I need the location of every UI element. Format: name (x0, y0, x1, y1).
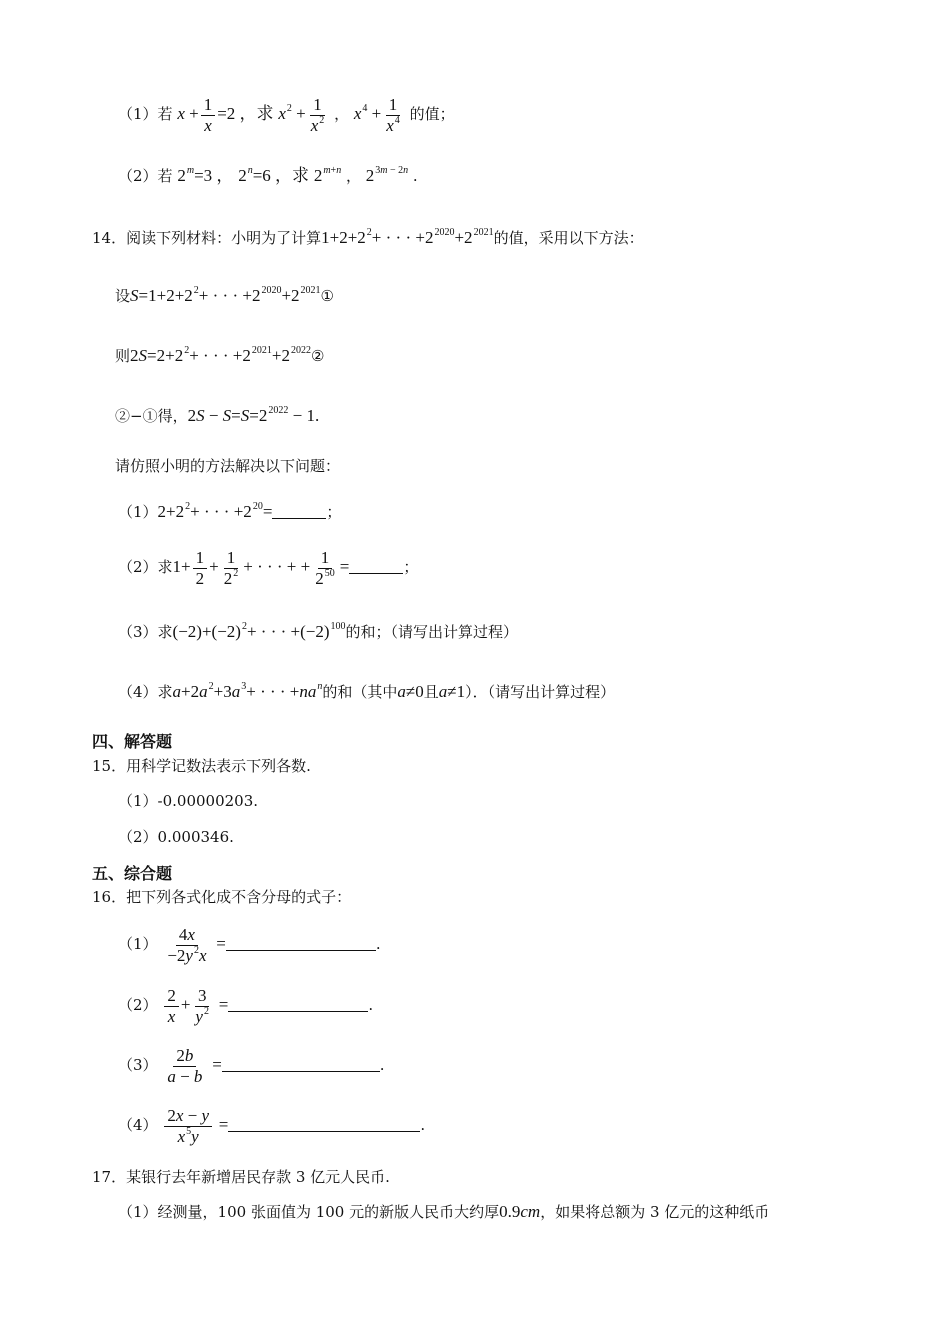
q14-eq1: $S=1+2+2^2+$ · · · $+2^{2020}+2^{2021}$ (130, 285, 321, 305)
q14-intro: 14．阅读下列材料：小明为了计算$1+2+2^2+$ · · · $+2^{2020}+2^{2021}$的值，采用以下方法： (92, 227, 644, 247)
q14-cond-a-ne-1: a≠1 (438, 682, 466, 701)
q14-part2: （2）求1+ $\frac{1}{2}$ + $\frac{1}{2^2}$ + · · · + + $\frac{1}{2^{50}}$ = ； (118, 548, 419, 588)
q15-part2: （2）0.000346. (118, 828, 234, 846)
q14-part3: （3）求$(-2)+(-2)^2+$ · · · $+(-2)^{100}$的和；（请写出计算过程） (118, 621, 519, 641)
q14-part4-expr: $a+2a^2+3a^3+$ · · · $+na^n$ (172, 681, 323, 701)
q14-cond-a-ne-0: a≠0 (397, 682, 424, 701)
q14-eq3: $2S - S=S=2^{2022} - 1$. (187, 405, 320, 425)
q16-part2-blank[interactable] (228, 997, 368, 1012)
q15-part1: （1）-0.00000203. (118, 792, 259, 810)
q13-part1-condition: x + $\frac{1}{x}$ (177, 104, 217, 123)
q14-step3: ②−①得，$2S - S=S=2^{2022} - 1$. (115, 405, 320, 425)
q13-expr-x4: $x^4$ + $\frac{1}{x^4}$ (353, 95, 400, 135)
q16-part2-expr: $\frac{2}{x}$ + $\frac{3}{y^2}$ (162, 995, 214, 1014)
q17-thickness: 0.9cm (499, 1202, 541, 1221)
q13-expr-23m2n: $2^{3m - 2n}$ (365, 165, 409, 185)
q13-part1: （1）若 x + $\frac{1}{x}$ =2 ，求 $x^2$ + $\frac{1}{x^2}$ ， $x^4$ + $\frac{1}{x^4}$ 的值； (118, 95, 455, 135)
q14-mark1: ① (320, 287, 334, 305)
q14-eq2: $2S=2+2^2+$ · · · $+2^{2021}+2^{2022}$ (130, 345, 311, 365)
q16-part1: （1） $\frac{4x}{-2y^2x}$ = . (118, 925, 381, 965)
q14-part1-expr: $2+2^2+$ · · · $+2^{20}=$ (157, 501, 273, 521)
q15-stem: 15．用科学记数法表示下列各数. (92, 757, 311, 775)
q13-expr-2mn: $2^{m+n}$ (313, 165, 342, 185)
q16-part4-fraction: $\frac{2x - y}{x^5y}$ (164, 1106, 212, 1146)
q13-part1-label: （1）若 (118, 104, 173, 123)
q14-part2-expr: 1+ $\frac{1}{2}$ + $\frac{1}{2^2}$ + · · · + + $\frac{1}{2^{50}}$ = (172, 548, 350, 588)
q13-part2-label: （2）若 (118, 167, 173, 185)
q14-part4: （4）求$a+2a^2+3a^3+$ · · · $+na^n$的和（其中a≠0且a≠1）．（请写出计算过程） (118, 681, 616, 701)
q16-part3-fraction: $\frac{2b}{a - b}$ (167, 1046, 203, 1086)
q13-expr-2m: 2$^m$ (177, 165, 195, 185)
q16-part3-blank[interactable] (222, 1057, 380, 1072)
q13-part2: （2）若 $2^m=3$ ， $2^n=6$ ，求 $2^{m+n}$ ， $2^{3m - 2n}$ . (118, 165, 418, 185)
q14-sum-expr: $1+2+2^2+$ · · · $+2^{2020}+2^{2021}$ (321, 227, 494, 247)
q16-number: 16． (92, 888, 127, 906)
q14-part1-blank[interactable] (272, 504, 326, 519)
q14-step2: 则$2S=2+2^2+$ · · · $+2^{2021}+2^{2022}②$ (115, 345, 325, 365)
q14-part2-blank[interactable] (349, 559, 403, 574)
q13-expr-x2: $x^2$ + $\frac{1}{x^2}$ (278, 95, 325, 135)
q16-stem: 16．把下列各式化成不含分母的式子： (92, 888, 352, 906)
q16-part4-blank[interactable] (228, 1117, 420, 1132)
section-5-heading: 五、综合题 (92, 864, 173, 883)
section-4-heading: 四、解答题 (92, 732, 173, 751)
q17-number: 17． (92, 1168, 127, 1186)
q14-mark2: ② (310, 347, 325, 365)
q14-part1: $(1)2+2^2+$ · · · $+2^{20}=$ ； (118, 501, 342, 521)
q13-expr-2n: 2$^n$ (238, 165, 253, 185)
q16-part3: （3） $\frac{2b}{a - b}$ = . (118, 1046, 385, 1086)
q14-step1: 设$S=1+2+2^2+$ · · · $+2^{2020}+2^{2021}①$ (115, 285, 334, 305)
q17-stem: 17．某银行去年新增居民存款 3 亿元人民币. (92, 1168, 390, 1186)
q14-instruction: 请仿照小明的方法解决以下问题： (115, 457, 341, 475)
q17-part1: （1）经测量，100 张面值为 100 元的新版人民币大约厚0.9cm，如果将总额为 3 亿元的这种纸币 (118, 1202, 770, 1221)
q16-part4: （4） $\frac{2x - y}{x^5y}$ = . (118, 1106, 426, 1146)
q16-part1-fraction: $\frac{4x}{-2y^2x}$ (167, 925, 207, 965)
q16-part2: （2） $\frac{2}{x}$ + $\frac{3}{y^2}$ = . (118, 986, 374, 1026)
q16-part1-blank[interactable] (226, 936, 376, 951)
q15-number: 15． (92, 757, 127, 775)
q14-number: 14． (92, 229, 127, 247)
q14-part3-expr: $(-2)+(-2)^2+$ · · · $+(-2)^{100}$ (172, 621, 346, 641)
